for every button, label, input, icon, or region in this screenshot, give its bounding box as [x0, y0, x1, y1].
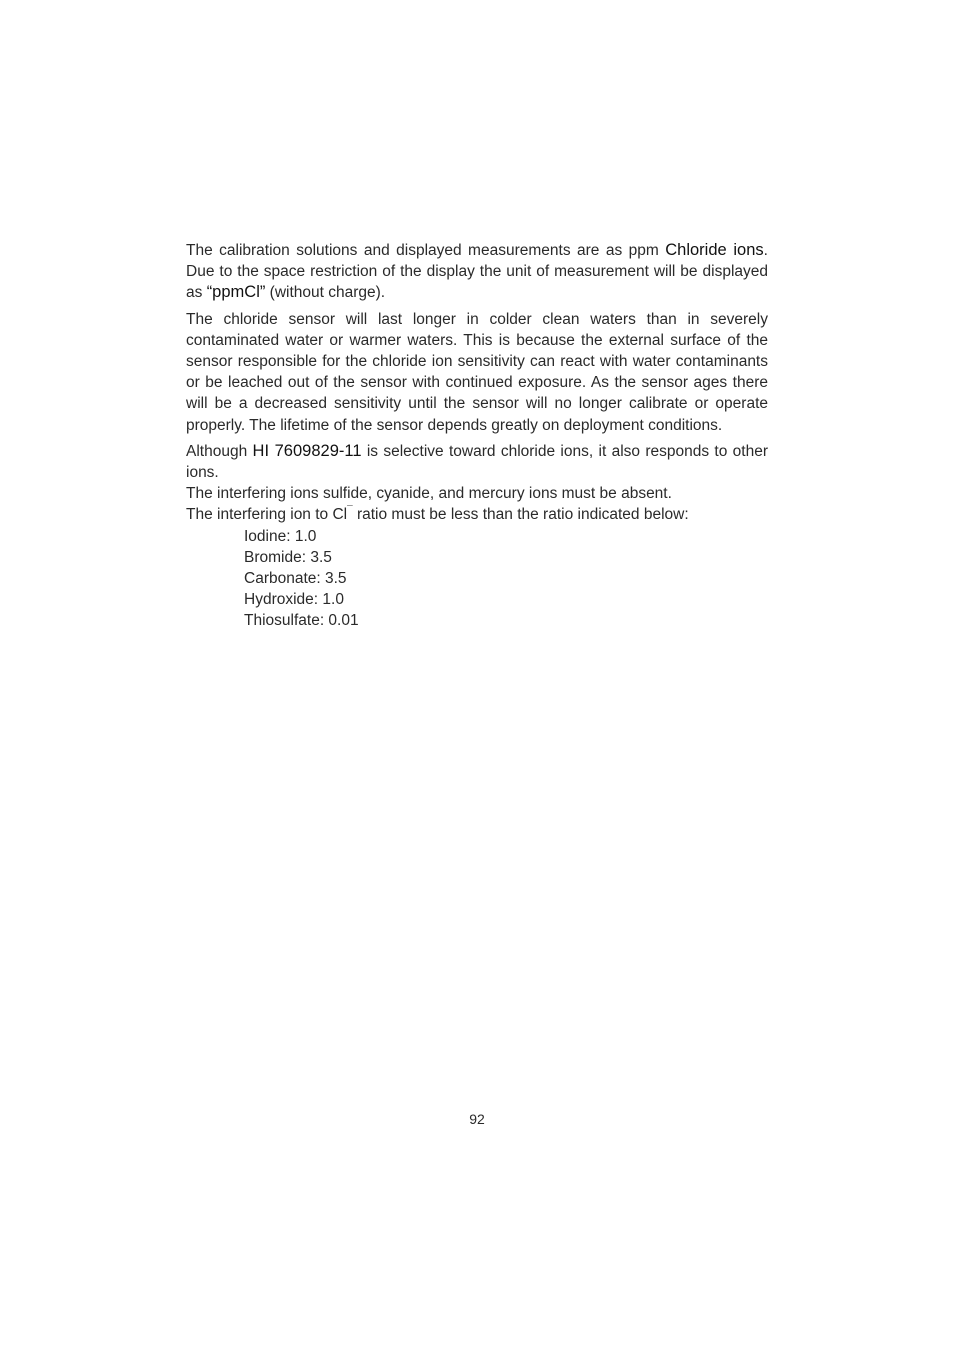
- text-run: The calibration solutions and displayed measurements are as ppm: [186, 242, 666, 259]
- emphasis-ppmcl: “ppmCl”: [206, 283, 266, 302]
- page-number: 92: [469, 1111, 485, 1127]
- text-run: is selective toward chloride ions, it also responds to other ions.: [186, 442, 769, 482]
- superscript-charge: ¯: [347, 505, 353, 517]
- list-item: Bromide: 3.5: [244, 548, 332, 566]
- text-run: The interfering ion to Cl: [186, 506, 348, 524]
- text-run: (without charge).: [265, 284, 386, 302]
- list-item: Iodine: 1.0: [244, 527, 317, 545]
- list-item: Carbonate: 3.5: [244, 570, 347, 588]
- paragraph-sensor-lifetime: The chloride sensor will last longer in colder clean waters than in severely contaminated water or warmer waters. This is because the external surface of the sensor responsible for the chloride ion sensitivity can react with water contaminants or be leached out of the sensor with continued exposure. As the sensor ages there will be a decreased sensitivity until the sensor will no longer calibrate or operate properly. The lifetime of the sensor depends greatly on deployment conditions.: [186, 310, 768, 434]
- document-body: [186, 240, 768, 632]
- paragraph-ratio-intro: [186, 504, 768, 525]
- emphasis-chloride-ions: Chloride ions: [665, 241, 764, 259]
- text-run: Although: [186, 442, 253, 460]
- text-run: . Due to the space restriction of the display the unit of measurement will be displayed as: [186, 242, 768, 302]
- emphasis-model-number: HI 7609829-11: [252, 441, 362, 460]
- ratio-list: [186, 526, 768, 632]
- list-item: Thiosulfate: 0.01: [244, 612, 359, 630]
- list-item: Hydroxide: 1.0: [244, 591, 344, 609]
- text-run: ratio must be less than the ratio indicated below:: [352, 506, 689, 524]
- paragraph-absent-ions: The interfering ions sulfide, cyanide, and mercury ions must be absent.: [186, 485, 672, 503]
- paragraph-selectivity: [186, 441, 768, 483]
- paragraph-calibration-units: [186, 240, 768, 304]
